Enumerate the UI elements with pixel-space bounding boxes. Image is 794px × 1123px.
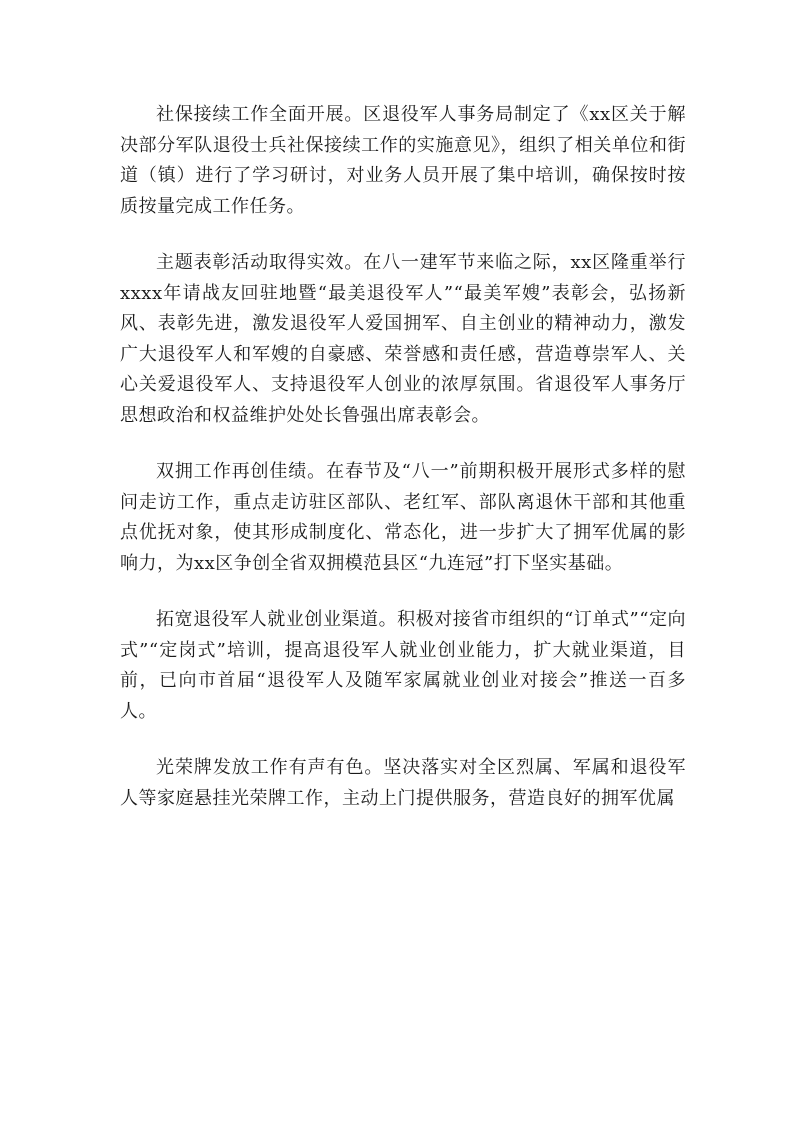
paragraph-commendation: 主题表彰活动取得实效。在八一建军节来临之际，xx区隆重举行xxxx年请战友回驻地暨“最美退役军人”“最美军嫂”表彰会，弘扬新风、表彰先进，激发退役军人爱国拥军、自主创业的精神动力，激发广大退役军人和军嫂的自豪感、荣誉感和责任感，营造尊崇军人、关心关爱退役军人、支持退役军人创业的浓厚氛围。省退役军人事务厅思想政治和权益维护处处长鲁强出席表彰会。 — [120, 252, 686, 426]
document-body — [120, 100, 686, 840]
paragraph-social-security: 社保接续工作全面开展。区退役军人事务局制定了《xx区关于解决部分军队退役士兵社保接续工作的实施意见》，组织了相关单位和街道（镇）进行了学习研讨，对业务人员开展了集中培训，确保按时按质按量完成工作任务。 — [120, 104, 686, 217]
paragraph-double-support: 双拥工作再创佳绩。在春节及“八一”前期积极开展形式多样的慰问走访工作，重点走访驻区部队、老红军、部队离退休干部和其他重点优抚对象，使其形成制度化、常态化，进一步扩大了拥军优属的影响力，为xx区争创全省双拥模范县区“九连冠”打下坚实基础。 — [120, 461, 686, 574]
paragraph-honor-plaque: 光荣牌发放工作有声有色。坚决落实对全区烈属、军属和退役军人等家庭悬挂光荣牌工作，主动上门提供服务，营造良好的拥军优属 — [120, 757, 686, 809]
paragraph-employment: 拓宽退役军人就业创业渠道。积极对接省市组织的“订单式”“定向式”“定岗式”培训，提高退役军人就业创业能力，扩大就业渠道，目前，已向市首届“退役军人及随军家属就业创业对接会”推送一百多人。 — [120, 609, 686, 722]
